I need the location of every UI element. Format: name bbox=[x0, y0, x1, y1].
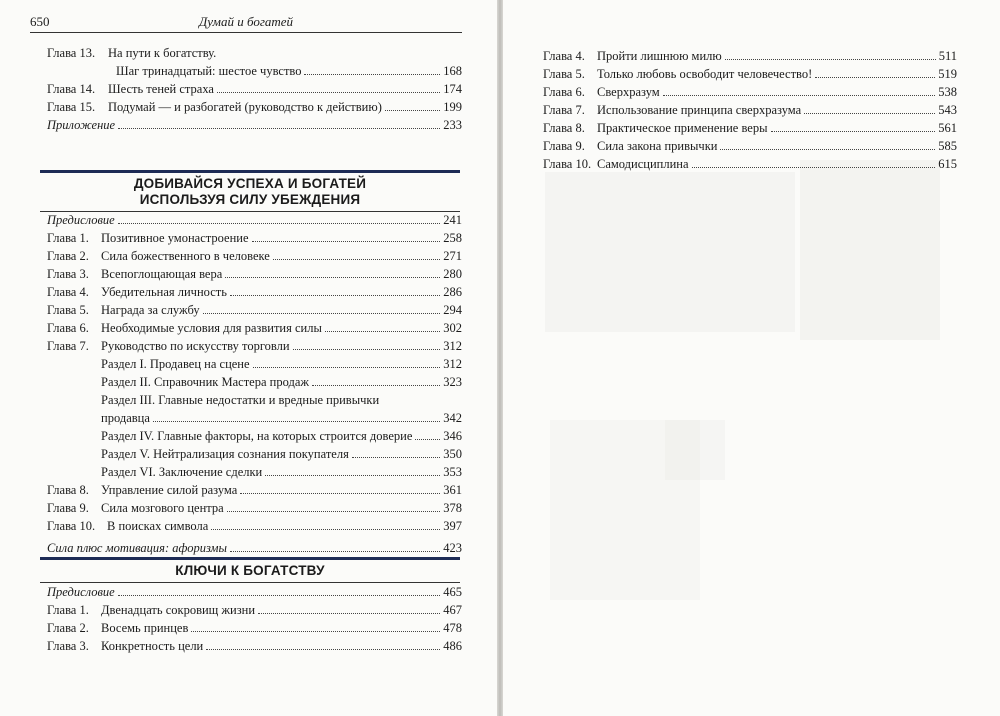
toc-subentry bbox=[47, 427, 462, 445]
page-ref: 199 bbox=[443, 100, 462, 114]
page-ref: 168 bbox=[443, 64, 462, 78]
show-through-block bbox=[545, 172, 795, 332]
toc-entry bbox=[47, 283, 462, 301]
page-ref: 423 bbox=[443, 541, 462, 555]
entry-title: Шаг тринадцатый: шестое чувство bbox=[116, 64, 302, 78]
entry-title: Предисловие bbox=[47, 585, 115, 599]
page-ref: 467 bbox=[443, 603, 462, 617]
section-title-line2: ИСПОЛЬЗУЯ СИЛУ УБЕЖДЕНИЯ bbox=[139, 192, 361, 207]
page-ref: 323 bbox=[443, 375, 462, 389]
toc-entry bbox=[47, 637, 462, 655]
section-title: КЛЮЧИ К БОГАТСТВУ bbox=[175, 563, 325, 578]
entry-title: Позитивное умонастроение bbox=[101, 231, 249, 245]
chapter-label: Глава 4. bbox=[543, 49, 585, 63]
chapter-label: Глава 1. bbox=[47, 603, 89, 617]
section-heading-2 bbox=[40, 557, 460, 583]
toc-entry bbox=[47, 481, 462, 499]
page-number: 650 bbox=[30, 14, 50, 29]
toc-entry bbox=[47, 583, 462, 601]
page-ref: 302 bbox=[443, 321, 462, 335]
toc-entry bbox=[47, 499, 462, 517]
toc-entry bbox=[543, 83, 957, 101]
chapter-label: Глава 7. bbox=[543, 103, 585, 117]
entry-title: продавца bbox=[101, 411, 150, 425]
page-ref: 511 bbox=[938, 49, 957, 63]
toc-entry bbox=[47, 44, 462, 62]
chapter-label: Глава 10. bbox=[47, 519, 96, 533]
chapter-label: Глава 7. bbox=[47, 339, 89, 353]
toc-entry bbox=[47, 229, 462, 247]
page-ref: 519 bbox=[938, 67, 957, 81]
entry-title: Пройти лишнюю милю bbox=[597, 49, 722, 63]
page-ref: 286 bbox=[443, 285, 462, 299]
chapter-label: Глава 15. bbox=[47, 100, 96, 114]
toc-entry bbox=[47, 319, 462, 337]
toc-entry bbox=[47, 619, 462, 637]
show-through-block bbox=[665, 420, 725, 480]
entry-title: Управление силой разума bbox=[101, 483, 238, 497]
entry-title: Сила плюс мотивация: афоризмы bbox=[47, 541, 227, 555]
entry-title: Раздел IV. Главные факторы, на которых строится доверие bbox=[101, 429, 413, 443]
toc-entry bbox=[543, 101, 957, 119]
chapter-label: Глава 1. bbox=[47, 231, 89, 245]
entry-title: В поисках символа bbox=[107, 519, 209, 533]
running-title: Думай и богатей bbox=[198, 14, 294, 29]
toc-entry bbox=[47, 62, 462, 80]
chapter-label: Глава 2. bbox=[47, 621, 89, 635]
chapter-label: Глава 5. bbox=[543, 67, 585, 81]
toc-subentry bbox=[47, 373, 462, 391]
page-ref: 353 bbox=[443, 465, 462, 479]
page-ref: 543 bbox=[938, 103, 957, 117]
running-header bbox=[30, 14, 462, 33]
page-ref: 280 bbox=[443, 267, 462, 281]
entry-title: Практическое применение веры bbox=[597, 121, 768, 135]
chapter-label: Глава 14. bbox=[47, 82, 96, 96]
section-title-line1: ДОБИВАЙСЯ УСПЕХА И БОГАТЕЙ bbox=[133, 176, 367, 191]
chapter-label: Глава 6. bbox=[47, 321, 89, 335]
page-ref: 258 bbox=[443, 231, 462, 245]
entry-title: Предисловие bbox=[47, 213, 115, 227]
entry-title: Приложение bbox=[47, 118, 116, 132]
toc-subentry bbox=[47, 355, 462, 373]
page-ref: 378 bbox=[443, 501, 462, 515]
page-ref: 271 bbox=[443, 249, 462, 263]
chapter-label: Глава 9. bbox=[47, 501, 89, 515]
page-ref: 478 bbox=[443, 621, 462, 635]
entry-title: Раздел III. Главные недостатки и вредные привычки bbox=[101, 393, 380, 407]
toc-entry bbox=[543, 119, 957, 137]
page-ref: 241 bbox=[443, 213, 462, 227]
page-ref: 561 bbox=[938, 121, 957, 135]
entry-title: Только любовь освободит человечество! bbox=[597, 67, 813, 81]
page-ref: 233 bbox=[443, 118, 462, 132]
entry-title: Подумай — и разбогатей (руководство к действию) bbox=[108, 100, 382, 114]
entry-title: На пути к богатству. bbox=[108, 46, 217, 60]
toc-entry bbox=[47, 116, 462, 134]
toc-entry bbox=[47, 211, 462, 229]
entry-title: Необходимые условия для развития силы bbox=[101, 321, 322, 335]
entry-title: Раздел VI. Заключение сделки bbox=[101, 465, 263, 479]
page-ref: 538 bbox=[938, 85, 957, 99]
chapter-label: Глава 8. bbox=[543, 121, 585, 135]
show-through-image bbox=[800, 160, 940, 340]
toc-entry bbox=[47, 80, 462, 98]
toc-entry bbox=[47, 98, 462, 116]
entry-title: Награда за службу bbox=[101, 303, 200, 317]
page-ref: 486 bbox=[443, 639, 462, 653]
chapter-label: Глава 4. bbox=[47, 285, 89, 299]
entry-title: Сила закона привычки bbox=[597, 139, 718, 153]
chapter-label: Глава 3. bbox=[47, 639, 89, 653]
entry-title: Всепоглощающая вера bbox=[101, 267, 223, 281]
toc-entry bbox=[543, 65, 957, 83]
entry-title: Использование принципа сверхразума bbox=[597, 103, 802, 117]
entry-title: Раздел I. Продавец на сцене bbox=[101, 357, 250, 371]
entry-title: Самодисциплина bbox=[597, 157, 689, 171]
toc-section2-list bbox=[47, 583, 462, 655]
chapter-label: Глава 8. bbox=[47, 483, 89, 497]
toc-subentry bbox=[47, 391, 462, 409]
chapter-label: Глава 13. bbox=[47, 46, 96, 60]
entry-title: Конкретность цели bbox=[101, 639, 204, 653]
page-ref: 294 bbox=[443, 303, 462, 317]
page-ref: 174 bbox=[443, 82, 462, 96]
chapter-label: Глава 5. bbox=[47, 303, 89, 317]
entry-title: Руководство по искусству торговли bbox=[101, 339, 290, 353]
toc-top-list bbox=[47, 44, 462, 134]
toc-entry bbox=[47, 601, 462, 619]
toc-subentry bbox=[47, 409, 462, 427]
chapter-label: Глава 2. bbox=[47, 249, 89, 263]
section-heading-1 bbox=[40, 170, 460, 212]
toc-entry bbox=[47, 539, 462, 557]
chapter-label: Глава 9. bbox=[543, 139, 585, 153]
page-ref: 350 bbox=[443, 447, 462, 461]
toc-subentry bbox=[47, 463, 462, 481]
page-ref: 585 bbox=[938, 139, 957, 153]
entry-title: Сверхразум bbox=[597, 85, 660, 99]
toc-entry bbox=[47, 247, 462, 265]
toc-entry bbox=[543, 137, 957, 155]
page-ref: 615 bbox=[938, 157, 957, 171]
entry-title: Раздел V. Нейтрализация сознания покупателя bbox=[101, 447, 349, 461]
page-ref: 361 bbox=[443, 483, 462, 497]
entry-title: Двенадцать сокровищ жизни bbox=[101, 603, 256, 617]
toc-section1-list bbox=[47, 211, 462, 557]
page-ref: 342 bbox=[443, 411, 462, 425]
entry-title: Восемь принцев bbox=[101, 621, 189, 635]
chapter-label: Глава 10. bbox=[543, 157, 592, 171]
toc-right-list bbox=[543, 47, 957, 173]
page-ref: 397 bbox=[443, 519, 462, 533]
entry-title: Шесть теней страха bbox=[108, 82, 214, 96]
toc-subentry bbox=[47, 445, 462, 463]
page-ref: 465 bbox=[443, 585, 462, 599]
toc-entry bbox=[47, 517, 462, 535]
toc-entry bbox=[47, 337, 462, 355]
chapter-label: Глава 6. bbox=[543, 85, 585, 99]
page-ref: 346 bbox=[443, 429, 462, 443]
toc-entry bbox=[543, 47, 957, 65]
toc-entry bbox=[47, 265, 462, 283]
entry-title: Убедительная личность bbox=[101, 285, 227, 299]
toc-entry bbox=[543, 155, 957, 173]
chapter-label: Глава 3. bbox=[47, 267, 89, 281]
entry-title: Сила божественного в человеке bbox=[101, 249, 270, 263]
page-ref: 312 bbox=[443, 357, 462, 371]
entry-title: Раздел II. Справочник Мастера продаж bbox=[101, 375, 310, 389]
page-ref: 312 bbox=[443, 339, 462, 353]
entry-title: Сила мозгового центра bbox=[101, 501, 224, 515]
toc-entry bbox=[47, 301, 462, 319]
